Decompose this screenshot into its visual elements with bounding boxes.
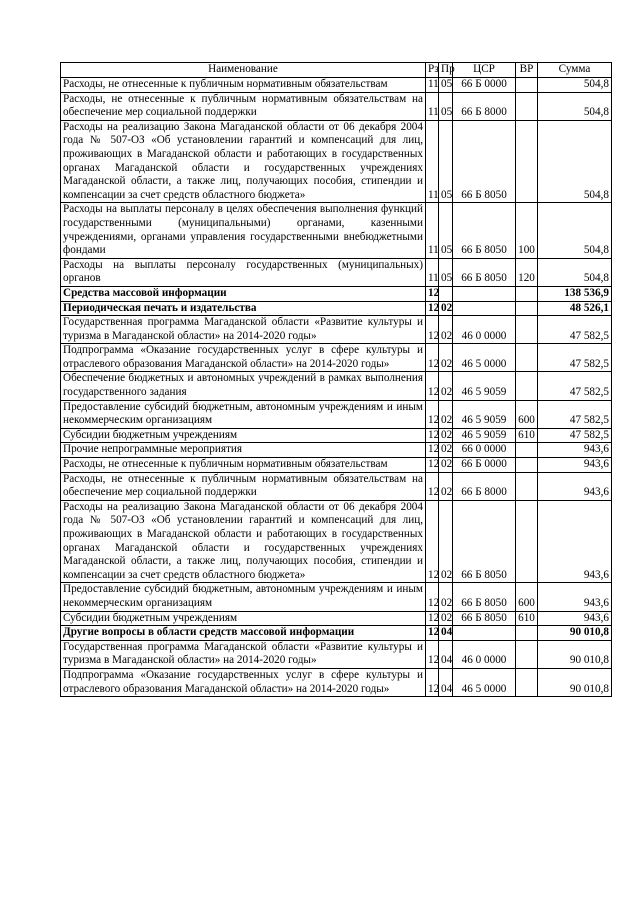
row-pr-cell: 04 [439, 640, 453, 668]
table-row [61, 443, 612, 458]
row-name-cell: Расходы, не отнесенные к публичным нормативным обязательствам на обеспечение мер социальной поддержки [61, 92, 426, 120]
row-name-cell: Субсидии бюджетным учреждениям [61, 611, 426, 626]
row-csr-cell: 46 5 9059 [453, 400, 516, 428]
row-sum-cell: 943,6 [538, 611, 612, 626]
row-name-cell: Государственная программа Магаданской области «Развитие культуры и туризма в Магаданской области» на 2014-2020 годы» [61, 640, 426, 668]
row-vr-cell [516, 344, 538, 372]
row-sum-cell: 48 526,1 [538, 301, 612, 316]
row-name-cell: Расходы, не отнесенные к публичным нормативным обязательствам [61, 78, 426, 93]
table-row [61, 583, 612, 611]
row-pr-cell: 05 [439, 120, 453, 203]
row-name-cell: Подпрограмма «Оказание государственных услуг в сфере культуры и отраслевого образования Магаданской области» на 2014-2020 годы» [61, 344, 426, 372]
row-name-cell: Расходы на выплаты персоналу государственных (муниципальных) органов [61, 258, 426, 286]
row-csr-cell: 46 5 0000 [453, 668, 516, 696]
row-csr-cell: 46 5 0000 [453, 344, 516, 372]
row-pr-cell: 02 [439, 458, 453, 473]
row-rz-cell: 12 [426, 626, 439, 641]
row-name-cell: Прочие непрограммные мероприятия [61, 443, 426, 458]
row-sum-cell: 90 010,8 [538, 668, 612, 696]
row-vr-cell [516, 668, 538, 696]
row-name-cell: Предоставление субсидий бюджетным, автономным учреждениям и иным некоммерческим организациям [61, 583, 426, 611]
table-row [61, 400, 612, 428]
row-vr-cell [516, 372, 538, 400]
row-vr-cell: 600 [516, 400, 538, 428]
table-row [61, 258, 612, 286]
row-name-cell: Периодическая печать и издательства [61, 301, 426, 316]
row-rz-cell: 12 [426, 472, 439, 500]
row-rz-cell: 11 [426, 92, 439, 120]
table-row [61, 203, 612, 258]
row-vr-cell [516, 640, 538, 668]
table-row [61, 668, 612, 696]
row-pr-cell: 04 [439, 668, 453, 696]
row-pr-cell: 02 [439, 583, 453, 611]
table-row [61, 458, 612, 473]
row-sum-cell: 138 536,9 [538, 286, 612, 301]
row-pr-cell: 02 [439, 472, 453, 500]
budget-table-container [60, 62, 611, 697]
row-rz-cell: 11 [426, 203, 439, 258]
row-csr-cell [453, 626, 516, 641]
row-sum-cell: 943,6 [538, 472, 612, 500]
row-rz-cell: 12 [426, 372, 439, 400]
row-name-cell: Средства массовой информации [61, 286, 426, 301]
table-row [61, 372, 612, 400]
row-csr-cell: 66 Б 8050 [453, 583, 516, 611]
row-csr-cell: 46 5 9059 [453, 428, 516, 443]
row-vr-cell [516, 92, 538, 120]
table-row [61, 120, 612, 203]
budget-table [60, 62, 612, 697]
table-row [61, 344, 612, 372]
header-rz: Рз [426, 63, 439, 78]
row-rz-cell: 12 [426, 428, 439, 443]
row-sum-cell: 943,6 [538, 458, 612, 473]
row-sum-cell: 943,6 [538, 500, 612, 583]
row-vr-cell [516, 500, 538, 583]
row-sum-cell: 47 582,5 [538, 400, 612, 428]
row-rz-cell: 12 [426, 640, 439, 668]
row-sum-cell: 943,6 [538, 583, 612, 611]
row-vr-cell: 120 [516, 258, 538, 286]
header-csr: ЦСР [453, 63, 516, 78]
row-sum-cell: 90 010,8 [538, 626, 612, 641]
row-rz-cell: 12 [426, 458, 439, 473]
row-pr-cell: 02 [439, 443, 453, 458]
row-rz-cell: 12 [426, 583, 439, 611]
row-vr-cell [516, 458, 538, 473]
row-name-cell: Подпрограмма «Оказание государственных услуг в сфере культуры и отраслевого образования Магаданской области» на 2014-2020 годы» [61, 668, 426, 696]
row-sum-cell: 47 582,5 [538, 316, 612, 344]
row-csr-cell: 66 Б 8000 [453, 472, 516, 500]
table-row [61, 301, 612, 316]
table-row [61, 640, 612, 668]
row-csr-cell: 66 Б 8050 [453, 611, 516, 626]
row-sum-cell: 504,8 [538, 203, 612, 258]
row-csr-cell: 66 Б 8000 [453, 92, 516, 120]
row-pr-cell: 05 [439, 78, 453, 93]
row-name-cell: Обеспечение бюджетных и автономных учреждений в рамках выполнения государственного задания [61, 372, 426, 400]
row-pr-cell: 02 [439, 316, 453, 344]
row-csr-cell: 66 Б 8050 [453, 258, 516, 286]
row-pr-cell [439, 286, 453, 301]
row-sum-cell: 47 582,5 [538, 344, 612, 372]
row-vr-cell: 610 [516, 611, 538, 626]
row-csr-cell [453, 286, 516, 301]
row-name-cell: Расходы на реализацию Закона Магаданской области от 06 декабря 2004 года № 507-ОЗ «Об установлении гарантий и компенсаций для лиц, проживающих в Магаданской области и работающих в государственных органах Магаданской области и государственных учреждениях Магаданской области, а также лиц, получающих пособия, стипендии и компенсации за счет средств областного бюджета» [61, 500, 426, 583]
row-csr-cell: 66 Б 8050 [453, 120, 516, 203]
row-sum-cell: 504,8 [538, 258, 612, 286]
row-vr-cell [516, 301, 538, 316]
row-sum-cell: 90 010,8 [538, 640, 612, 668]
row-rz-cell: 11 [426, 120, 439, 203]
row-vr-cell [516, 286, 538, 301]
row-vr-cell: 600 [516, 583, 538, 611]
table-body [61, 78, 612, 697]
table-row [61, 316, 612, 344]
row-csr-cell: 66 Б 8050 [453, 500, 516, 583]
table-row [61, 428, 612, 443]
row-pr-cell: 05 [439, 258, 453, 286]
row-vr-cell: 100 [516, 203, 538, 258]
row-name-cell: Государственная программа Магаданской области «Развитие культуры и туризма в Магаданской области» на 2014-2020 годы» [61, 316, 426, 344]
row-rz-cell: 12 [426, 400, 439, 428]
row-sum-cell: 47 582,5 [538, 372, 612, 400]
row-pr-cell: 04 [439, 626, 453, 641]
row-name-cell: Расходы, не отнесенные к публичным нормативным обязательствам [61, 458, 426, 473]
row-pr-cell: 02 [439, 344, 453, 372]
row-csr-cell: 46 0 0000 [453, 640, 516, 668]
row-rz-cell: 12 [426, 500, 439, 583]
row-rz-cell: 12 [426, 316, 439, 344]
row-pr-cell: 02 [439, 301, 453, 316]
row-vr-cell [516, 316, 538, 344]
header-vr: ВР [516, 63, 538, 78]
row-rz-cell: 11 [426, 258, 439, 286]
row-name-cell: Расходы, не отнесенные к публичным нормативным обязательствам на обеспечение мер социальной поддержки [61, 472, 426, 500]
table-row [61, 626, 612, 641]
row-name-cell: Другие вопросы в области средств массовой информации [61, 626, 426, 641]
row-name-cell: Субсидии бюджетным учреждениям [61, 428, 426, 443]
row-csr-cell: 66 Б 0000 [453, 78, 516, 93]
table-row [61, 92, 612, 120]
table-row [61, 78, 612, 93]
row-rz-cell: 12 [426, 443, 439, 458]
header-name: Наименование [61, 63, 426, 78]
row-sum-cell: 504,8 [538, 92, 612, 120]
row-sum-cell: 47 582,5 [538, 428, 612, 443]
row-csr-cell: 46 5 9059 [453, 372, 516, 400]
row-sum-cell: 504,8 [538, 78, 612, 93]
row-csr-cell: 66 0 0000 [453, 443, 516, 458]
row-rz-cell: 11 [426, 78, 439, 93]
table-row [61, 500, 612, 583]
row-name-cell: Расходы на реализацию Закона Магаданской области от 06 декабря 2004 года № 507-ОЗ «Об установлении гарантий и компенсаций для лиц, проживающих в Магаданской области и работающих в государственных органах Магаданской области и государственных учреждениях Магаданской области, а также лиц, получающих пособия, стипендии и компенсации за счет средств областного бюджета» [61, 120, 426, 203]
row-name-cell: Предоставление субсидий бюджетным, автономным учреждениям и иным некоммерческим организациям [61, 400, 426, 428]
row-name-cell: Расходы на выплаты персоналу в целях обеспечения выполнения функций государственными (муниципальными) органами, казенными учреждениями, органами управления государственными внебюджетными фондами [61, 203, 426, 258]
row-sum-cell: 504,8 [538, 120, 612, 203]
row-vr-cell [516, 78, 538, 93]
row-rz-cell: 12 [426, 668, 439, 696]
table-row [61, 472, 612, 500]
header-pr: Пр [439, 63, 453, 78]
row-pr-cell: 02 [439, 500, 453, 583]
row-vr-cell [516, 443, 538, 458]
row-pr-cell: 02 [439, 400, 453, 428]
row-csr-cell: 66 Б 8050 [453, 203, 516, 258]
row-rz-cell: 12 [426, 344, 439, 372]
row-rz-cell: 12 [426, 301, 439, 316]
row-vr-cell [516, 120, 538, 203]
row-csr-cell: 66 Б 0000 [453, 458, 516, 473]
row-pr-cell: 05 [439, 203, 453, 258]
row-pr-cell: 02 [439, 428, 453, 443]
row-rz-cell: 12 [426, 286, 439, 301]
row-csr-cell [453, 301, 516, 316]
table-row [61, 611, 612, 626]
table-header-row [61, 63, 612, 78]
row-rz-cell: 12 [426, 611, 439, 626]
row-pr-cell: 02 [439, 611, 453, 626]
row-csr-cell: 46 0 0000 [453, 316, 516, 344]
row-pr-cell: 05 [439, 92, 453, 120]
table-row [61, 286, 612, 301]
header-sum: Сумма [538, 63, 612, 78]
row-pr-cell: 02 [439, 372, 453, 400]
row-vr-cell: 610 [516, 428, 538, 443]
row-sum-cell: 943,6 [538, 443, 612, 458]
row-vr-cell [516, 472, 538, 500]
row-vr-cell [516, 626, 538, 641]
